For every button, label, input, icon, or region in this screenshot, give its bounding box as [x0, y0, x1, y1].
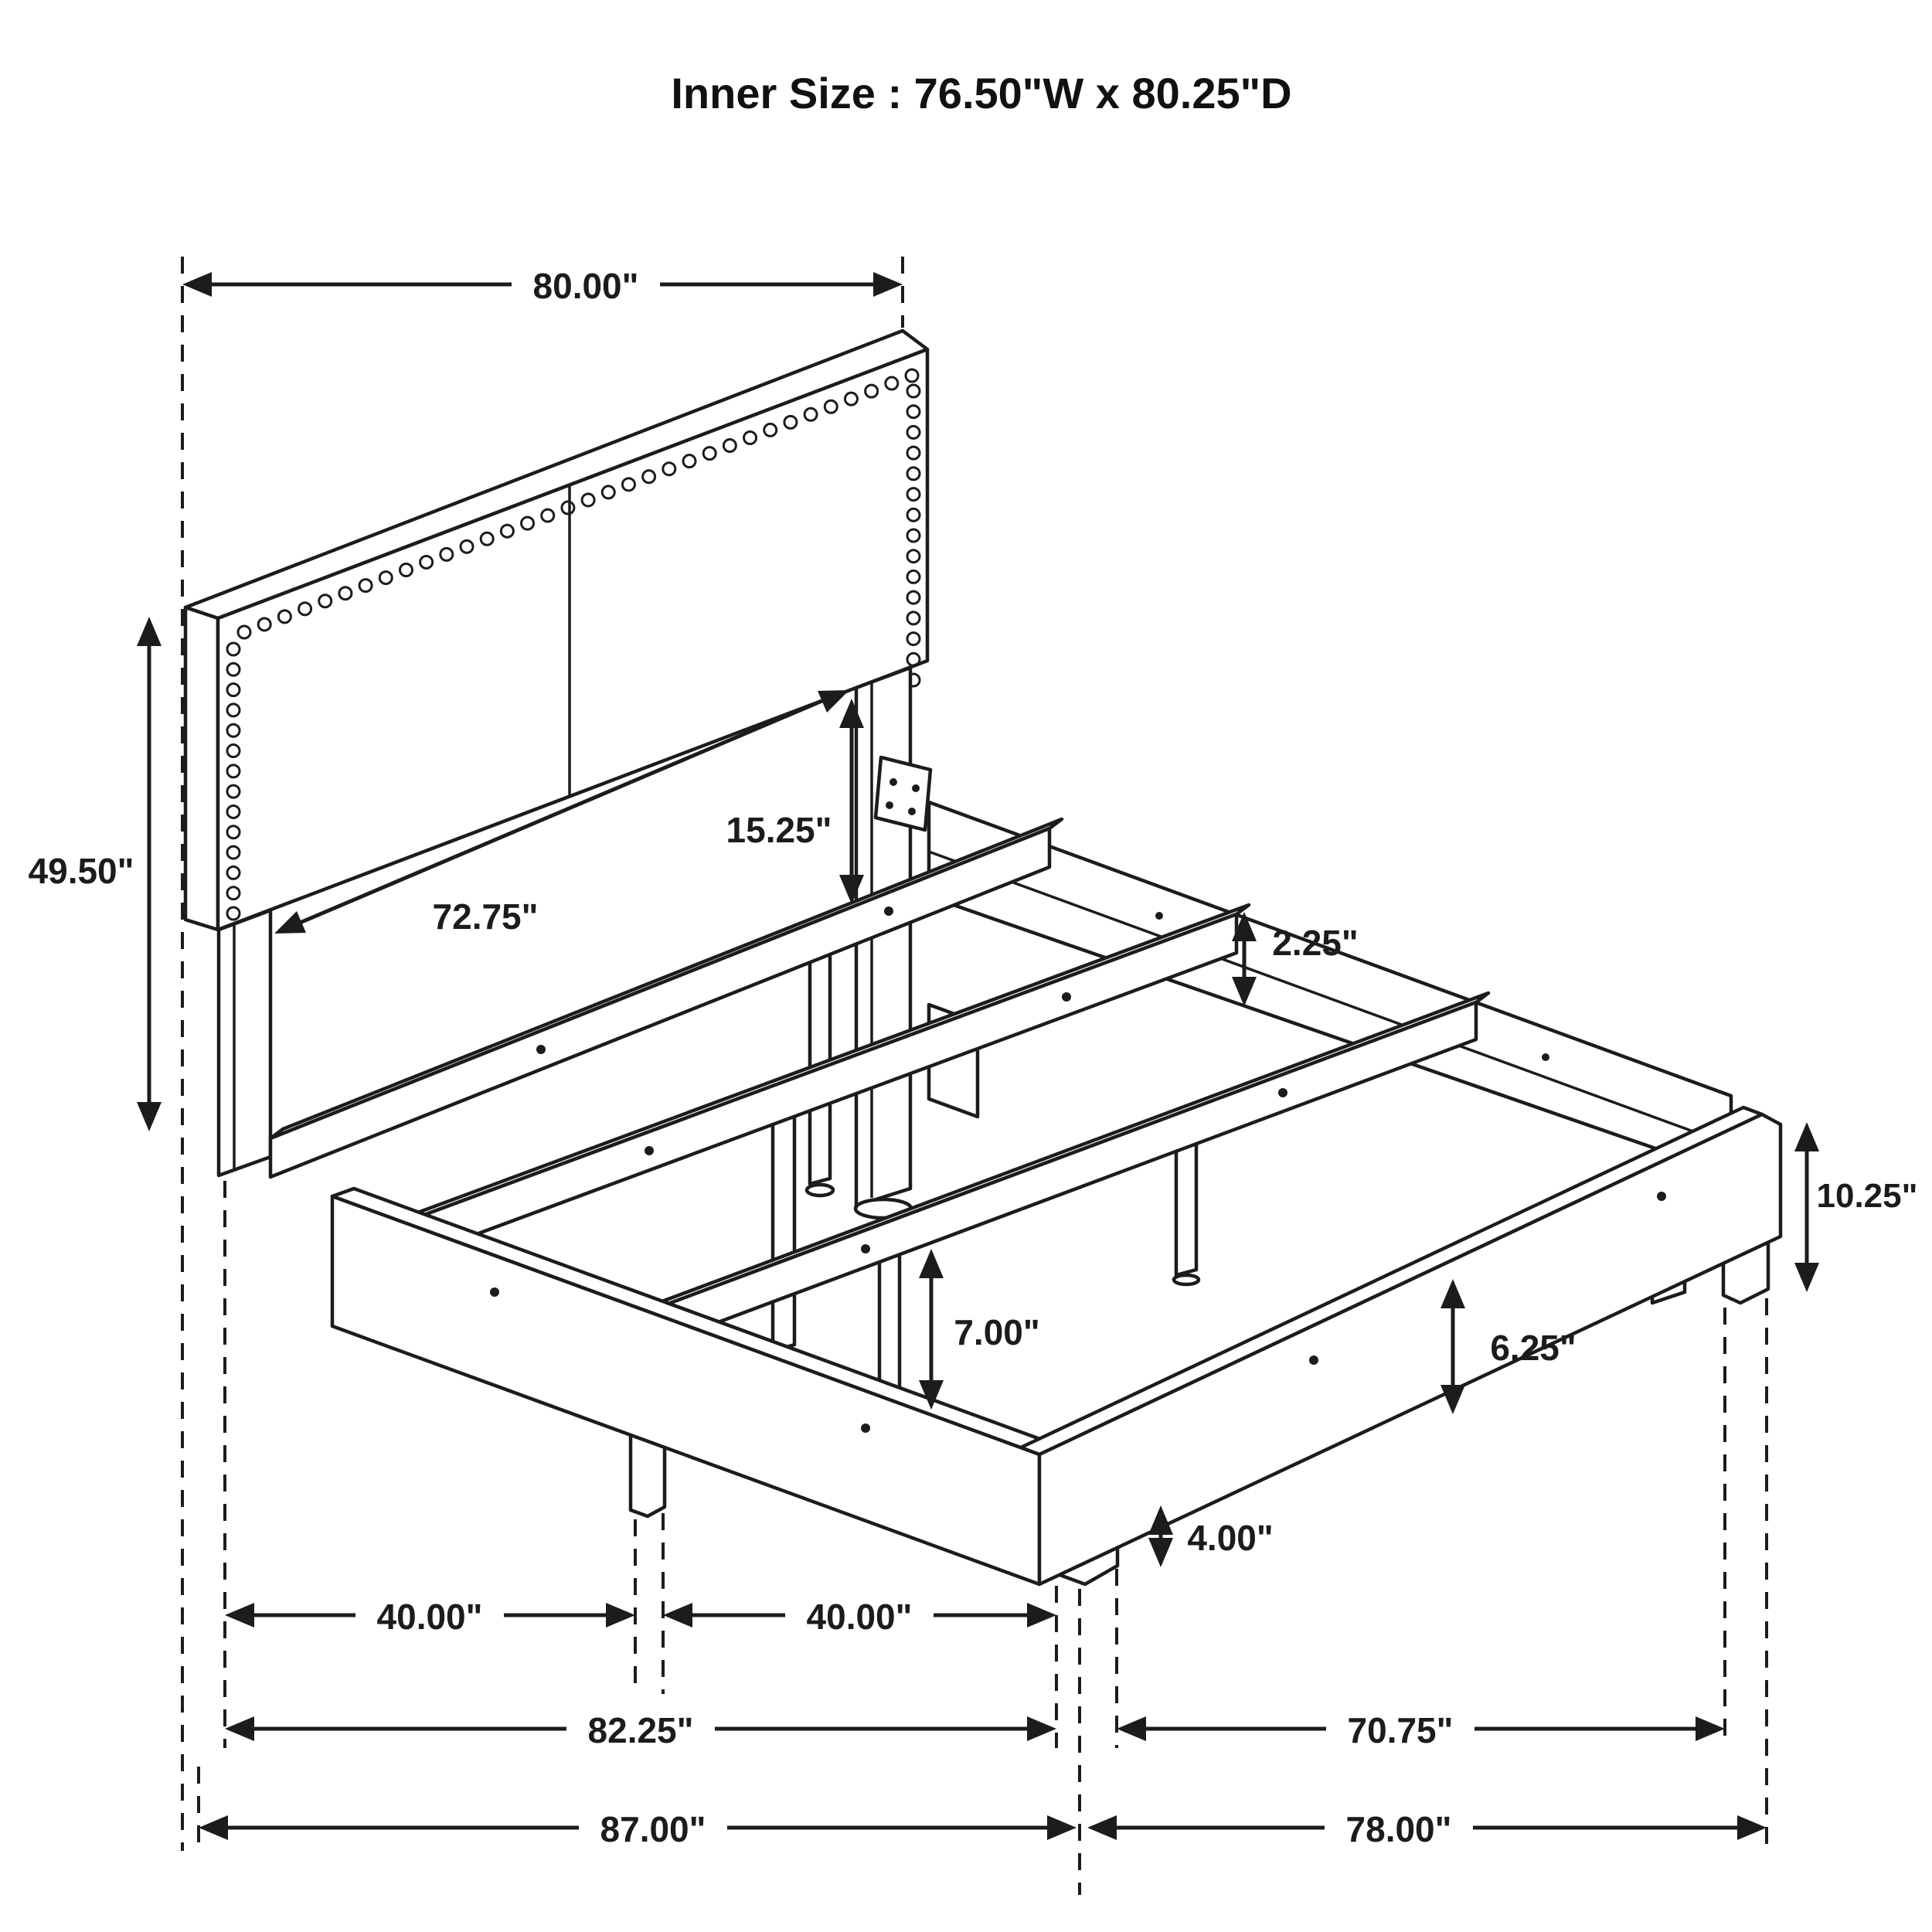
headboard-left-leg	[219, 910, 270, 1175]
dim-under-slat	[919, 1249, 1040, 1410]
dim-frame-height	[1794, 1122, 1917, 1292]
support-leg-4	[1174, 1138, 1199, 1284]
page-title: Inner Size : 76.50"W x 80.25"D	[671, 69, 1292, 117]
dim-frame-height-label: 10.25"	[1816, 1177, 1918, 1215]
footboard	[1021, 1107, 1781, 1584]
dim-headboard-leg-label: 15.25"	[726, 810, 832, 850]
dim-rail-length-label: 82.25"	[587, 1710, 694, 1750]
dim-rail-length	[225, 1702, 1056, 1753]
dim-leg-span-foot-label: 40.00"	[806, 1597, 913, 1637]
dim-total-length	[199, 1801, 1077, 1852]
dim-foot-span	[1117, 1702, 1725, 1753]
dim-headboard-width	[182, 258, 903, 309]
dim-headboard-height-label: 49.50"	[28, 851, 134, 891]
dim-leg-span-head	[225, 1589, 635, 1640]
headboard-right-leg	[855, 668, 911, 1218]
dim-foot-span-label: 70.75"	[1347, 1710, 1454, 1750]
dim-foot-total-label: 78.00"	[1345, 1809, 1452, 1849]
dim-leg-span-head-label: 40.00"	[376, 1597, 483, 1637]
dim-under-slat-label: 7.00"	[954, 1312, 1040, 1352]
mounting-bracket	[876, 757, 930, 830]
dim-foot-leg-label: 4.00"	[1187, 1518, 1274, 1558]
dim-rail-height-label: 6.25"	[1490, 1328, 1577, 1368]
dim-total-length-label: 87.00"	[600, 1809, 706, 1849]
dim-slat-seat-label: 2.25"	[1272, 923, 1359, 963]
front-side-rail	[332, 1189, 1061, 1584]
dim-headboard-height	[29, 617, 162, 1131]
dim-foot-total	[1087, 1801, 1767, 1852]
dim-leg-span-foot	[663, 1589, 1056, 1640]
support-leg-2	[770, 1111, 797, 1360]
dim-headboard-panel-label: 72.75"	[432, 896, 539, 937]
dim-headboard-width-label: 80.00"	[532, 266, 639, 306]
